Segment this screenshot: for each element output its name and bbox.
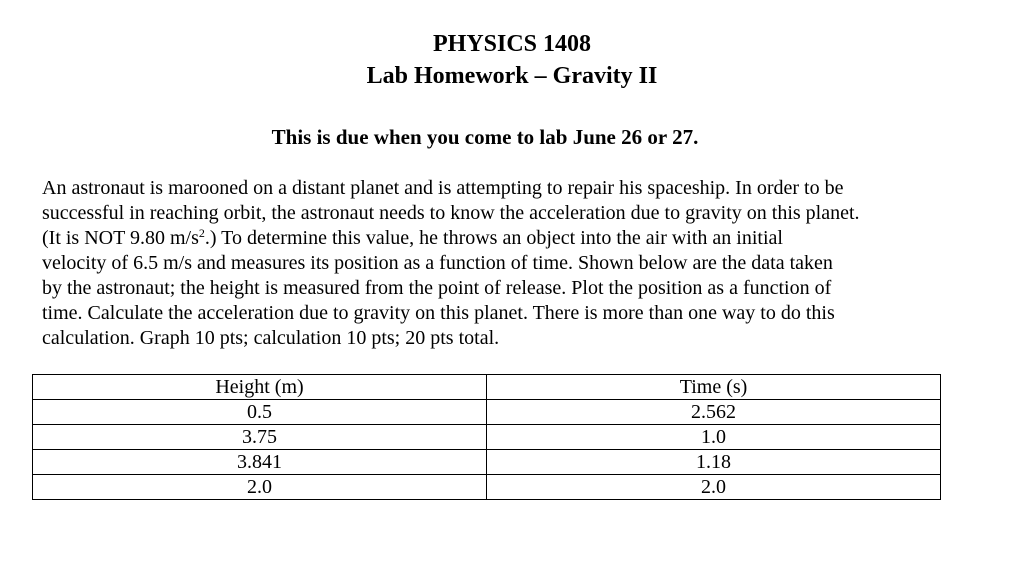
data-table xyxy=(32,374,941,500)
problem-statement xyxy=(42,176,982,351)
course-title: PHYSICS 1408 xyxy=(432,31,592,57)
height-cell: 3.75 xyxy=(33,425,487,450)
time-cell: 2.562 xyxy=(487,400,941,425)
problem-line-1: An astronaut is marooned on a distant planet and is attempting to repair his spaceship. In order to be xyxy=(42,177,844,199)
height-cell: 0.5 xyxy=(33,400,487,425)
exponent: 2 xyxy=(198,226,205,240)
column-header-time: Time (s) xyxy=(487,375,941,400)
problem-line-2: successful in reaching orbit, the astronaut needs to know the acceleration due to gravity on this planet. xyxy=(42,202,860,224)
time-cell: 1.0 xyxy=(487,425,941,450)
problem-line-5: by the astronaut; the height is measured from the point of release. Plot the position as a function of xyxy=(42,277,832,299)
time-cell: 2.0 xyxy=(487,475,941,500)
table-row xyxy=(33,400,941,425)
table-row xyxy=(33,475,941,500)
table-header-row xyxy=(33,375,941,400)
time-cell: 1.18 xyxy=(487,450,941,475)
due-note: This is due when you come to lab June 26 or 27. xyxy=(271,125,699,149)
column-header-height: Height (m) xyxy=(33,375,487,400)
height-cell: 2.0 xyxy=(33,475,487,500)
problem-line-6: time. Calculate the acceleration due to gravity on this planet. There is more than one way to do this xyxy=(42,302,835,324)
height-cell: 3.841 xyxy=(33,450,487,475)
problem-line-7: calculation. Graph 10 pts; calculation 10 pts; 20 pts total. xyxy=(42,327,500,349)
problem-line-3 xyxy=(42,226,982,251)
assignment-title: Lab Homework – Gravity II xyxy=(366,63,658,89)
problem-line-3-start: (It is NOT 9.80 m/s xyxy=(42,227,199,249)
problem-line-3-end: .) To determine this value, he throws an object into the air with an initial xyxy=(204,227,783,249)
table-row xyxy=(33,425,941,450)
problem-line-4: velocity of 6.5 m/s and measures its position as a function of time. Shown below are the data taken xyxy=(42,252,833,274)
table-row xyxy=(33,450,941,475)
